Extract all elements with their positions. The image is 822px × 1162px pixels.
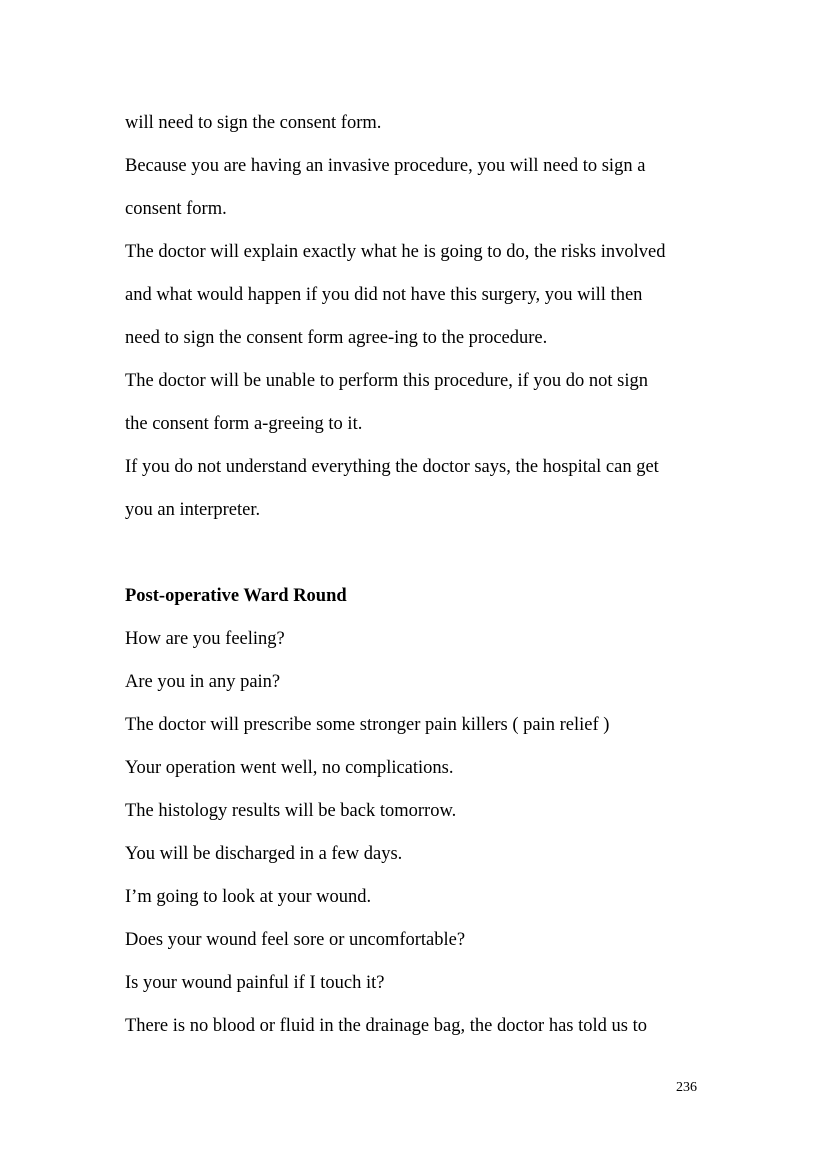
text-line: Your operation went well, no complications. xyxy=(125,758,454,778)
text-line: you an interpreter. xyxy=(125,500,261,520)
text-line: and what would happen if you did not have this surgery, you will then xyxy=(125,285,643,305)
text-line: Because you are having an invasive procedure, you will need to sign a xyxy=(125,156,646,176)
text-line: If you do not understand everything the doctor says, the hospital can get xyxy=(125,457,659,477)
text-line: You will be discharged in a few days. xyxy=(125,844,403,864)
text-line: The doctor will explain exactly what he is going to do, the risks involved xyxy=(125,242,666,262)
text-line: There is no blood or fluid in the drainage bag, the doctor has told us to xyxy=(125,1016,647,1036)
text-line: will need to sign the consent form. xyxy=(125,113,382,133)
text-line: The histology results will be back tomorrow. xyxy=(125,801,457,821)
text-line: Is your wound painful if I touch it? xyxy=(125,973,385,993)
text-line: How are you feeling? xyxy=(125,629,285,649)
text-line: Does your wound feel sore or uncomfortable? xyxy=(125,930,466,950)
body-text xyxy=(125,105,725,1051)
text-line: consent form. xyxy=(125,199,227,219)
text-line: The doctor will be unable to perform this procedure, if you do not sign xyxy=(125,371,649,391)
text-line: the consent form a-greeing to it. xyxy=(125,414,363,434)
blank-line xyxy=(125,535,725,578)
text-line: need to sign the consent form agree-ing to the procedure. xyxy=(125,328,548,348)
text-line: Are you in any pain? xyxy=(125,672,281,692)
text-line: The doctor will prescribe some stronger pain killers ( pain relief ) xyxy=(125,715,610,735)
page-number: 236 xyxy=(676,1080,697,1095)
section-heading: Post-operative Ward Round xyxy=(125,586,347,606)
text-line: I’m going to look at your wound. xyxy=(125,887,372,907)
